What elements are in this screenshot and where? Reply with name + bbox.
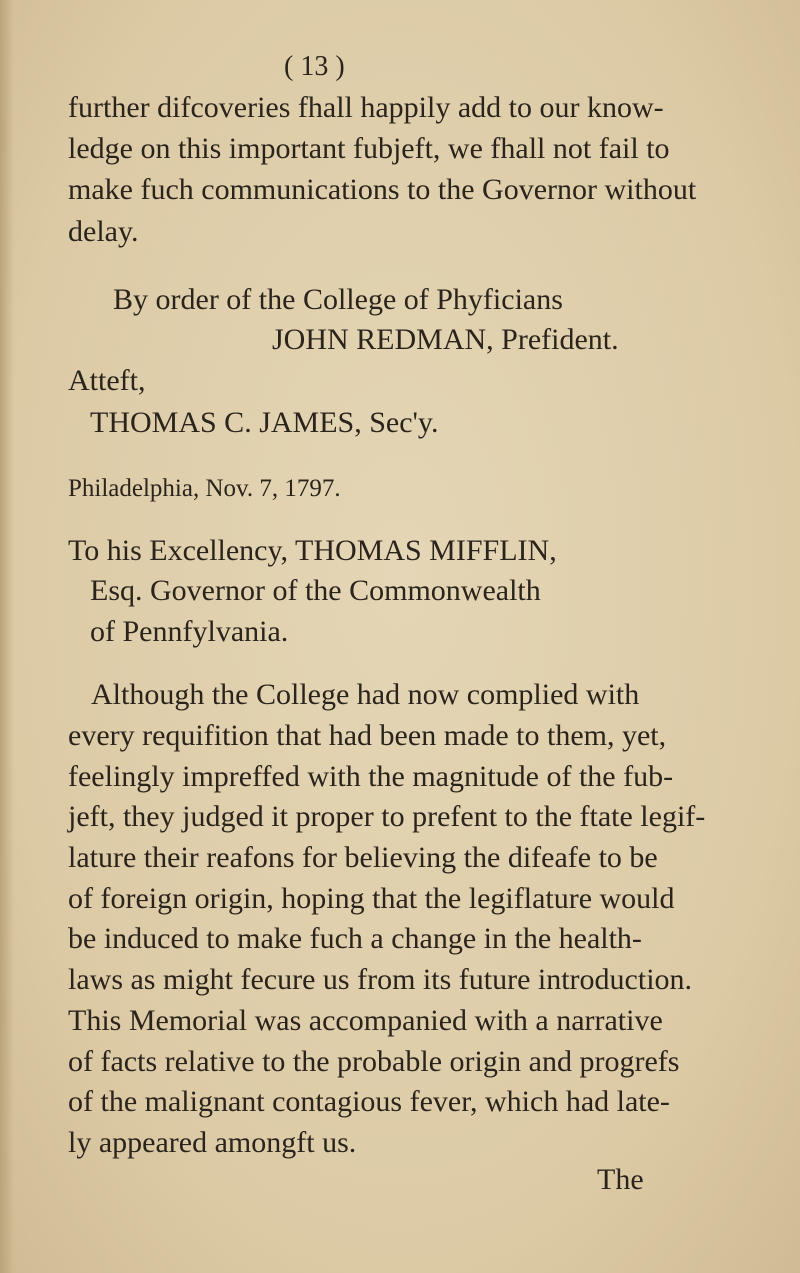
address-line-3: of Pennfylvania. <box>90 615 289 648</box>
paragraph-2-line-11: of the malignant contagious fever, which had late- <box>68 1085 670 1118</box>
paragraph-2-line-2: every requifition that had been made to them, yet, <box>68 719 667 752</box>
paragraph-2-line-7: be induced to make fuch a change in the health- <box>68 922 642 955</box>
paragraph-1-line-3: make fuch communications to the Governor without <box>68 173 697 206</box>
paragraph-1-line-1: further difcoveries fhall happily add to our know- <box>68 91 664 124</box>
paragraph-2-line-9: This Memorial was accompanied with a narrative <box>68 1004 663 1037</box>
paragraph-2-line-10: of facts relative to the probable origin and progrefs <box>68 1045 680 1078</box>
paragraph-2-line-3: feelingly impreffed with the magnitude of the fub- <box>68 760 674 793</box>
paragraph-1-line-4: delay. <box>68 215 139 248</box>
paragraph-2-line-5: lature their reafons for believing the difeafe to be <box>68 841 658 874</box>
signature-president: JOHN REDMAN, Prefident. <box>272 323 619 356</box>
paragraph-2-line-6: of foreign origin, hoping that the legiflature would <box>68 882 675 915</box>
dateline: Philadelphia, Nov. 7, 1797. <box>68 475 341 502</box>
signature-secretary: THOMAS C. JAMES, Sec'y. <box>90 406 439 439</box>
paragraph-2-line-1: Although the College had now complied with <box>91 678 640 711</box>
paragraph-2-line-4: jeft, they judged it proper to prefent to the ftate legif- <box>68 800 706 833</box>
address-line-1: To his Excellency, THOMAS MIFFLIN, <box>68 534 557 567</box>
signature-attest: Atteft, <box>68 364 146 397</box>
page-shadow <box>0 0 14 1273</box>
signature-order-line: By order of the College of Phyficians <box>113 283 563 316</box>
paragraph-2-line-12: ly appeared amongft us. <box>68 1126 357 1159</box>
catchword: The <box>597 1163 644 1196</box>
page-number: ( 13 ) <box>284 51 345 82</box>
paragraph-1-line-2: ledge on this important fubjeft, we fhall not fail to <box>68 132 670 165</box>
address-line-2: Esq. Governor of the Commonwealth <box>90 574 541 607</box>
paragraph-2-line-8: laws as might fecure us from its future introduction. <box>68 963 693 996</box>
